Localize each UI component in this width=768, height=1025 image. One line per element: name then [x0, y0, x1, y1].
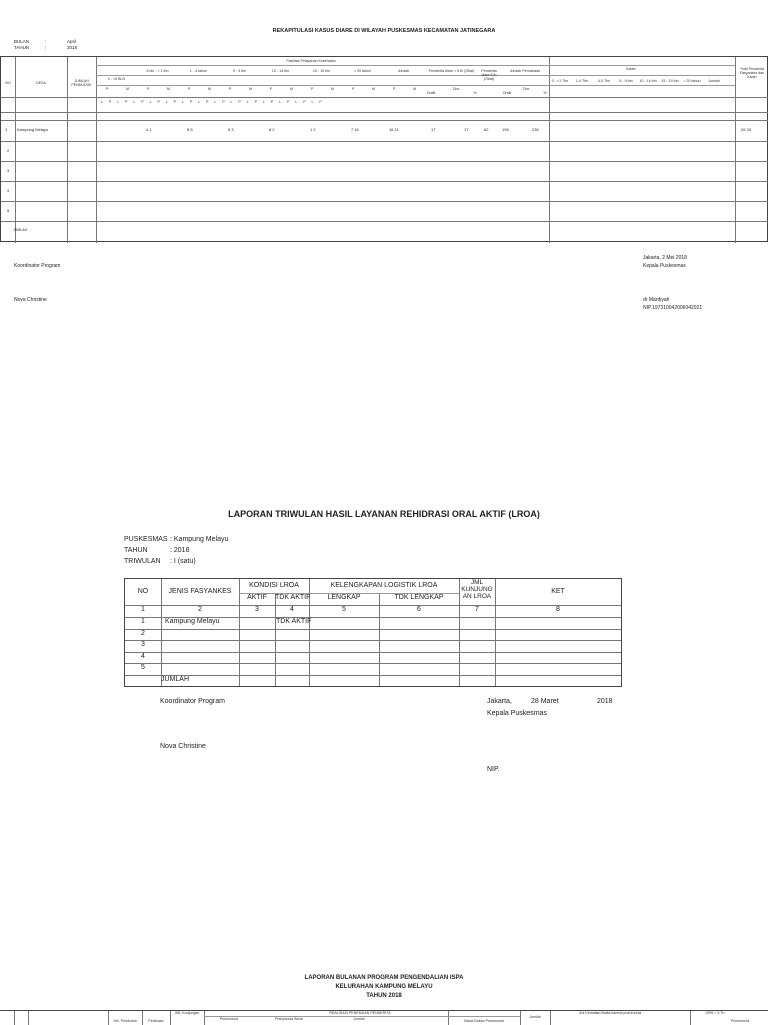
lroa-ket-header: KET — [551, 588, 565, 595]
lroa-row2-no: 2 — [141, 630, 145, 637]
pm-6: P — [229, 87, 232, 91]
pm-10: P — [311, 87, 314, 91]
row1-v8: 17 — [431, 127, 436, 132]
oralit-header-2: Oralit — [502, 91, 512, 95]
doc2-meta-tahun-label: TAHUN — [124, 547, 148, 554]
row5-no: 5 — [7, 208, 10, 213]
doc2-meta-triwulan-value: : I (satu) — [170, 558, 196, 565]
row1-v10: 62 — [484, 127, 489, 132]
age-5-9thn: 5 - 9 thn — [232, 69, 247, 73]
ispa-perkiraan: Perkiraan — [148, 1019, 164, 1023]
lroa-colnum-6: 6 — [417, 606, 421, 613]
lp-row: L P L P L P L P L P L P L P L P L P L P L P L P L P L P — [101, 100, 322, 104]
lroa-no-header: NO — [137, 588, 149, 595]
row3-no: 3 — [7, 168, 10, 173]
row4-no: 4 — [7, 188, 10, 193]
col-no-header: NO — [5, 81, 11, 85]
doc1-sign-left-title: Koordinator Program — [14, 263, 61, 269]
penderita-header: Penderita diare < 5 th (Obat) — [428, 69, 475, 73]
doc1-title: REKAPITULASI KASUS DIARE DI WILAYAH PUSKESMAS KECAMATAN JATINEGARA — [272, 28, 496, 34]
row1-v3: 5 3 — [228, 127, 234, 132]
row1-v1: 4 1 — [146, 127, 152, 132]
oralit-header-1: Oralit — [426, 91, 436, 95]
ispa-jumlah2: Jumlah — [529, 1015, 541, 1019]
col-desa-header: DESA — [36, 81, 46, 85]
row1-v4: 8 2 — [269, 127, 275, 132]
row-jumlah: JUMLAH — [13, 228, 28, 232]
age-20thn: > 20 tahun — [353, 69, 372, 73]
penderita2-header: Penderita diare 5 th (Obat) — [481, 69, 497, 81]
age-6bln-1thn: 6 bln - < 1 thn — [146, 69, 169, 73]
doc2-sign-right-title: Kepala Puskesmas — [487, 710, 547, 717]
doc1-meta-tahun-sep: : — [45, 45, 47, 50]
pm-3: M — [167, 87, 170, 91]
ispa-pneumonia-berat: Pneumonia Berat — [275, 1017, 303, 1021]
doc1-sign-right-title: Kepala Puskesmas — [643, 263, 686, 269]
lroa-tdk-aktif-header: TDK AKTIF — [275, 594, 311, 601]
doc2-meta-triwulan-label: TRIWULAN — [124, 558, 161, 565]
ispa-jml-kematian: Jml Kematian Balita karena pneumonia — [578, 1011, 642, 1015]
pemakaian-header: Jumlah Pemakaian — [509, 69, 541, 73]
age-jumlah: Jumlah — [397, 69, 410, 73]
kader-age-0: 0 - <1 Thn — [551, 79, 569, 83]
fasilitas-header: Fasilitas Pelayanan Kesehatan — [286, 59, 336, 63]
row1-v12: 235 — [532, 127, 539, 132]
row1-v13: 26 33 — [741, 127, 752, 132]
lroa-colnum-2: 2 — [198, 606, 202, 613]
doc1-meta-tahun-label: TAHUN — [14, 45, 30, 50]
doc2-sign-right-city: Jakarta, — [487, 698, 512, 705]
row2-no: 2 — [7, 148, 10, 153]
ispa-jml-penduduk: Jml. Penduduk — [113, 1019, 137, 1023]
doc2-meta-puskesmas-value: : Kampung Melayu — [170, 536, 229, 543]
persen-header-2: % — [543, 91, 547, 95]
doc1-meta-tahun-value: 2018 — [67, 45, 78, 50]
doc3-title3: TAHUN 2018 — [366, 993, 402, 999]
row1-v7: 16 11 — [389, 127, 399, 132]
doc3-title2: KELURAHAN KAMPUNG MELAYU — [335, 984, 433, 990]
kader-age-6: > 20 tahun — [683, 79, 701, 83]
doc2-sign-right-year: 2018 — [597, 698, 613, 705]
lroa-row1-no: 1 — [141, 618, 145, 625]
ispa-jml-kunjungan: JML Kunjungan — [174, 1011, 200, 1015]
pm-7: M — [249, 87, 252, 91]
lroa-colnum-1: 1 — [141, 606, 145, 613]
doc2-sign-right-date: 28 Maret — [531, 698, 559, 705]
lroa-colnum-8: 8 — [556, 606, 560, 613]
lroa-row4-no: 4 — [141, 653, 145, 660]
ispa-pneumonia: Pneumonia — [219, 1017, 239, 1021]
lroa-row5-no: 5 — [141, 664, 145, 671]
ispa-pneumonia2: Pneumonia — [730, 1019, 750, 1023]
ispa-jumlah: Jumlah — [353, 1017, 365, 1021]
lroa-row1-tdk-aktif: TDK AKTIF — [276, 618, 312, 625]
pm-13: M — [372, 87, 375, 91]
doc1-sign-left-name: Nova Christine — [14, 297, 47, 303]
lroa-jml-header: JML KUNJUNG AN LROA — [461, 579, 493, 600]
doc2-title: LAPORAN TRIWULAN HASIL LAYANAN REHIDRASI ORAL AKTIF (LROA) — [228, 509, 540, 519]
pm-5: M — [208, 87, 211, 91]
doc1-meta-bulan-label: BULAN — [14, 39, 30, 44]
kader-age-4: 10 - 14 thn — [639, 79, 657, 83]
row1-v11: 195 — [502, 127, 509, 132]
ispa-batuk: Batuk Bukan Pneumonia — [464, 1019, 504, 1023]
pm-4: P — [188, 87, 191, 91]
lroa-row1-jenis: Kampung Melayu — [165, 618, 220, 625]
age-1-4thn: 1 - 4 tahun — [189, 69, 208, 73]
doc1-sign-right-date: Jakarta, 2 Mei 2018 — [643, 255, 687, 261]
pm-8: P — [270, 87, 273, 91]
doc1-meta-bulan-sep: : — [45, 39, 47, 44]
persen-header-1: % — [473, 91, 477, 95]
row1-v2: 8 8 — [187, 127, 193, 132]
lroa-colnum-5: 5 — [342, 606, 346, 613]
doc1-sign-right-nip: NIP.197310042006042021 — [643, 305, 703, 311]
age-0-6bln: 0 - <6 BLN — [107, 77, 126, 81]
lroa-kondisi-header: KONDISI LROA — [249, 582, 299, 589]
pm-0: P — [106, 87, 109, 91]
lroa-lengkap-header: LENGKAP — [327, 594, 361, 601]
kader-age-7: Jumlah — [708, 79, 720, 83]
doc1-sign-right-name: dr Mardiyah — [643, 297, 670, 303]
lroa-table — [124, 578, 622, 687]
kader-age-5: 15 - 19 thn — [661, 79, 679, 83]
kader-age-2: 4-5 Thn — [597, 79, 611, 83]
doc2-sign-left-title: Koordinator Program — [160, 698, 225, 705]
pm-14: P — [393, 87, 396, 91]
age-15-19thn: 15 - 19 thn — [312, 69, 331, 73]
zinc-header-2: Zinc — [522, 87, 530, 91]
col-penduduk-header: JUMLAH PENDUDUK — [71, 79, 92, 87]
pm-11: M — [331, 87, 334, 91]
row1-no: 1 — [5, 127, 8, 132]
row1-desa: Kampung Melayu — [17, 127, 49, 132]
row1-v6: 7 16 — [351, 127, 359, 132]
kader-header: Kader — [626, 67, 636, 71]
row1-v5: 1 2 — [310, 127, 316, 132]
lroa-colnum-3: 3 — [255, 606, 259, 613]
pm-15: M — [413, 87, 416, 91]
row1-v9: 17 — [464, 127, 469, 132]
ispa-table — [0, 1010, 768, 1024]
doc2-sign-left-name: Nova Christine — [160, 743, 206, 750]
pm-12: P — [352, 87, 355, 91]
lroa-colnum-4: 4 — [290, 606, 294, 613]
doc2-meta-puskesmas-label: PUSKESMAS — [124, 536, 168, 543]
kader-age-1: 1-4 Thn — [575, 79, 589, 83]
lroa-jumlah: JUMLAH — [161, 676, 190, 683]
pm-2: P — [147, 87, 150, 91]
ispa-realisasi: REALISASI PENEMUAN PENDERITA — [329, 1011, 391, 1015]
doc3-title1: LAPORAN BULANAN PROGRAM PENGENDALIAN ISPA — [304, 975, 464, 981]
total-header: Total Penderita Fasyankes dan Kader — [739, 67, 765, 79]
lroa-kelengkapan-header: KELENGKAPAN LOGISTIK LROA — [330, 582, 438, 589]
lroa-aktif-header: AKTIF — [247, 594, 267, 601]
kader-age-3: 5 - 9 thn — [619, 79, 633, 83]
age-10-14thn: 10 - 14 thn — [271, 69, 290, 73]
pm-1: M — [126, 87, 129, 91]
pm-9: M — [290, 87, 293, 91]
ispa-isfa: ISPA > 5 Th — [705, 1011, 725, 1015]
lroa-row3-no: 3 — [141, 641, 145, 648]
doc2-sign-right-nip: NIP. — [487, 766, 500, 773]
lroa-colnum-7: 7 — [475, 606, 479, 613]
lroa-tdk-lengkap-header: TDK LENGKAP — [394, 594, 444, 601]
doc1-meta-bulan-value: April — [67, 39, 77, 44]
zinc-header-1: Zinc — [452, 87, 460, 91]
lroa-jenis-header: JENIS FASYANKES — [168, 588, 232, 595]
diare-table — [0, 56, 768, 242]
doc2-meta-tahun-value: : 2018 — [170, 547, 190, 554]
